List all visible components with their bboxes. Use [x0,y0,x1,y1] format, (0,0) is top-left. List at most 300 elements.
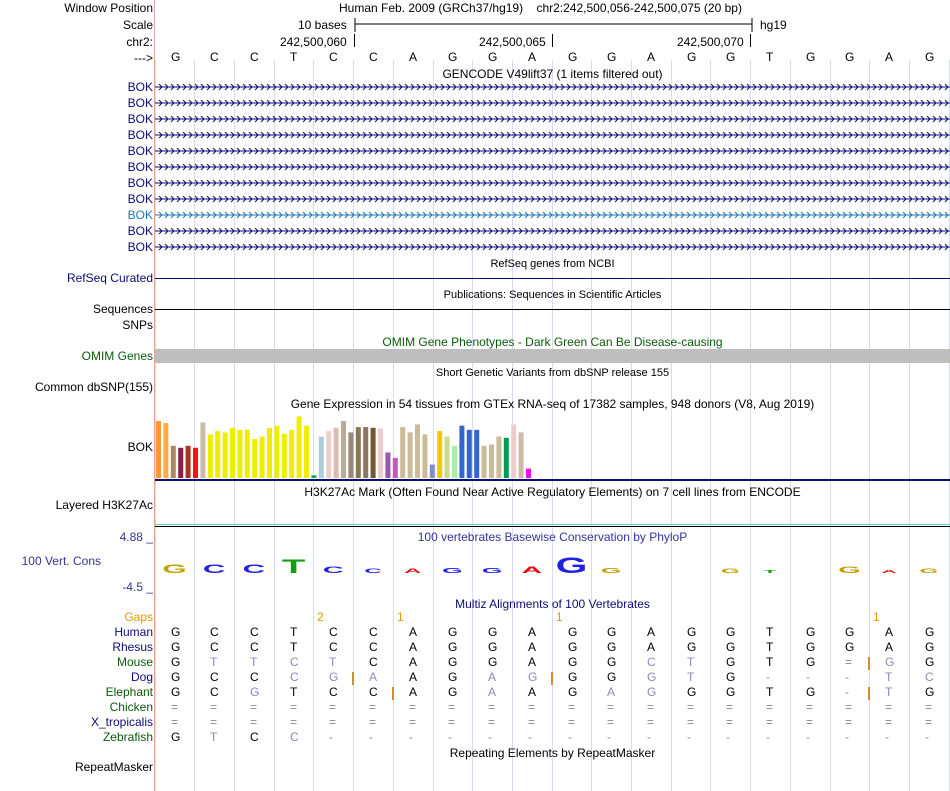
phylop-logo-letter: G [919,567,939,575]
reference-base: C [369,50,378,64]
aligned-base: G [726,625,736,639]
gtex-tissue-bar[interactable] [363,427,368,478]
aligned-base: A [409,640,418,654]
phylop-logo-letter: A [404,567,422,575]
refseq-track-label[interactable]: RefSeq Curated [66,271,153,285]
repeatmasker-track-label[interactable]: RepeatMasker [74,760,153,774]
aligned-base: G [448,655,458,669]
gtex-tissue-bar[interactable] [156,421,161,478]
gencode-transcript-line[interactable] [155,97,950,109]
aligned-base: G [607,655,617,669]
aligned-base: - [488,730,492,744]
gtex-tissue-bar[interactable] [326,431,331,478]
species-label[interactable]: X_tropicalis [90,715,153,729]
reference-base: G [806,50,816,64]
coord-label-1: 242,500,060 [280,35,347,49]
aligned-base: G [925,625,935,639]
aligned-base: G [171,640,181,654]
position-range: chr2:242,500,056-242,500,075 (20 bp) [536,1,742,15]
coord-tick-3 [750,34,751,47]
aligned-base: G [806,625,816,639]
aligned-base: A [528,655,537,669]
aligned-base: G [687,685,697,699]
aligned-base: = [647,715,655,729]
gtex-tissue-bar[interactable] [252,439,257,478]
aligned-base: = [488,700,496,714]
gencode-transcript-line[interactable] [155,193,950,205]
aligned-base: C [210,625,219,639]
aligned-base: T [766,655,774,669]
h3k27ac-axis [155,526,950,527]
gencode-transcript-label[interactable]: BOK [127,112,153,126]
gtex-tissue-bar[interactable] [459,426,464,478]
aligned-base: = [845,655,853,669]
aligned-base: G [568,625,578,639]
gencode-transcript-label[interactable]: BOK [127,96,153,110]
gtex-tissue-bar[interactable] [526,469,531,478]
gtex-tissue-bar[interactable] [408,432,413,478]
reference-base: A [528,50,537,64]
gencode-transcript-line[interactable] [155,161,950,173]
aligned-base: T [766,625,774,639]
aligned-base: G [528,670,538,684]
aligned-base: G [687,625,697,639]
aligned-base: - [806,670,810,684]
aligned-base: - [925,730,929,744]
refseq-line[interactable] [155,278,950,279]
aligned-base: G [925,685,935,699]
gtex-tissue-bar[interactable] [319,437,324,479]
scale-text: 10 bases [298,18,347,32]
aligned-base: G [171,670,181,684]
phylop-logo[interactable] [155,555,950,585]
aligned-base: G [568,655,578,669]
aligned-base: G [687,640,697,654]
phylop-title: 100 vertebrates Basewise Conservation by PhyloP [417,530,688,544]
aligned-base: G [171,655,181,669]
aligned-base: = [925,715,933,729]
aligned-base: = [806,715,814,729]
gtex-tissue-bar[interactable] [289,430,294,478]
aligned-base: = [885,700,893,714]
omim-track-label[interactable]: OMIM Genes [81,349,153,363]
aligned-base: C [250,640,259,654]
species-label[interactable]: Chicken [109,700,153,714]
pubs-line[interactable] [155,309,950,310]
aligned-base: G [607,640,617,654]
phylop-logo-letter: C [364,567,382,575]
gtex-tissue-bar[interactable] [274,426,279,478]
gtex-tissue-bar[interactable] [504,438,509,478]
window-position-label: Window Position [64,1,153,15]
h3k27ac-baseline[interactable] [155,524,950,525]
reference-base: G [925,50,935,64]
gencode-transcript-label[interactable]: BOK [127,160,153,174]
species-label[interactable]: Elephant [105,685,153,699]
gtex-tissue-bar[interactable] [282,434,287,478]
aligned-base: C [250,670,259,684]
aligned-base: A [488,670,497,684]
gtex-track-label[interactable]: BOK [127,440,153,454]
aligned-base: T [290,625,298,639]
gtex-tissue-bar[interactable] [163,423,168,478]
reference-base: G [488,50,498,64]
aligned-base: G [885,655,895,669]
gencode-transcript-label[interactable]: BOK [127,208,153,222]
gtex-tissue-bar[interactable] [341,421,346,478]
coord-label-2: 242,500,065 [479,35,546,49]
reference-base: G [171,50,181,64]
aligned-base: = [448,715,456,729]
aligned-base: G [568,670,578,684]
aligned-base: G [171,625,181,639]
aligned-base: = [488,715,496,729]
aligned-base: G [448,670,458,684]
scale-label: Scale [122,18,153,32]
species-label[interactable]: Zebrafish [102,730,153,744]
aligned-base: = [607,715,615,729]
aligned-base: A [488,685,497,699]
gtex-tissue-bar[interactable] [297,416,302,478]
aligned-base: - [568,730,572,744]
phylop-logo-letter: T [281,556,306,578]
aligned-base: G [448,685,458,699]
aligned-base: C [250,730,259,744]
reference-base: G [687,50,697,64]
aligned-base: A [647,625,656,639]
aligned-base: C [369,625,378,639]
aligned-base: = [687,715,695,729]
gtex-tissue-bar[interactable] [223,432,228,478]
aligned-base: - [528,730,532,744]
aligned-base: G [250,685,260,699]
species-label[interactable]: Dog [130,670,153,684]
aligned-base: = [885,715,893,729]
gap-count: 1 [397,610,404,624]
aligned-base: C [210,670,219,684]
aligned-base: G [488,625,498,639]
phylop-logo-letter: A [521,564,543,576]
assembly-name: Human Feb. 2009 (GRCh37/hg19) [339,1,524,15]
aligned-base: = [726,715,734,729]
aligned-base: G [488,655,498,669]
dbsnp-track-label[interactable]: Common dbSNP(155) [34,380,153,394]
aligned-base: - [726,730,730,744]
aligned-base: T [885,685,893,699]
gtex-tissue-bar[interactable] [171,446,176,478]
aligned-base: A [369,670,378,684]
aligned-base: A [607,685,616,699]
gencode-transcript-line[interactable] [155,241,950,253]
aligned-base: - [845,730,849,744]
aligned-base: A [409,655,418,669]
aligned-base: G [925,655,935,669]
aligned-base: C [250,625,259,639]
aligned-base: T [329,655,337,669]
snps-track-label[interactable]: SNPs [122,318,153,332]
gencode-transcript-line[interactable] [155,113,950,125]
gtex-tissue-bar[interactable] [304,426,309,478]
aligned-base: T [885,670,893,684]
gencode-transcript-line[interactable] [155,129,950,141]
aligned-base: T [290,640,298,654]
aligned-base: = [568,715,576,729]
aligned-base: A [409,670,418,684]
gtex-tissue-bar[interactable] [482,446,487,478]
scale-bar [350,14,760,34]
gtex-tissue-bar[interactable] [519,432,524,478]
gtex-tissue-bar[interactable] [186,446,191,478]
aligned-base: C [369,640,378,654]
gencode-transcript-label[interactable]: BOK [127,144,153,158]
gtex-tissue-bar[interactable] [348,432,353,478]
aligned-base: - [845,670,849,684]
aligned-base: G [726,640,736,654]
gtex-tissue-bar[interactable] [489,445,494,479]
aligned-base: T [250,655,258,669]
aligned-base: = [171,700,179,714]
aligned-base: G [726,670,736,684]
aligned-base: C [329,640,338,654]
aligned-base: = [329,715,337,729]
species-label[interactable]: Rhesus [112,640,153,654]
aligned-base: - [647,730,651,744]
reference-base: C [210,50,219,64]
aligned-base: G [726,655,736,669]
reference-base: G [845,50,855,64]
gtex-tissue-bar[interactable] [445,437,450,479]
gtex-tissue-bar[interactable] [178,448,183,478]
aligned-base: - [806,730,810,744]
aligned-base: G [329,670,339,684]
aligned-base: = [647,700,655,714]
gaps-label: Gaps [124,610,153,624]
gtex-tissue-bar[interactable] [200,422,205,478]
aligned-base: = [925,700,933,714]
gencode-transcript-label[interactable]: BOK [127,128,153,142]
aligned-base: G [171,730,181,744]
aligned-base: - [687,730,691,744]
phylop-logo-letter: G [162,562,187,576]
aligned-base: A [528,625,537,639]
gtex-tissue-bar[interactable] [467,430,472,478]
aligned-base: = [607,700,615,714]
aligned-base: = [726,700,734,714]
gtex-tissue-bar[interactable] [400,427,405,478]
insertion-marker [352,672,354,685]
gencode-transcript-line[interactable] [155,225,950,237]
aligned-base: G [845,640,855,654]
aligned-base: - [369,730,373,744]
aligned-base: G [647,670,657,684]
gtex-tissue-bar[interactable] [237,430,242,478]
aligned-base: G [647,685,657,699]
aligned-base: T [687,655,695,669]
aligned-base: = [210,715,218,729]
chrom-label: chr2: [126,35,153,49]
phylop-logo-letter: C [242,562,266,576]
aligned-base: - [607,730,611,744]
insertion-marker [392,687,394,700]
phylop-logo-letter: G [555,555,588,578]
aligned-base: A [528,640,537,654]
assembly-title [339,1,742,15]
gtex-tissue-bar[interactable] [215,431,220,478]
phylop-logo-letter: A [881,569,897,575]
reference-base: A [647,50,656,64]
gtex-title: Gene Expression in 54 tissues from GTEx RNA-seq of 17382 samples, 948 donors (V8, Aug 2019) [290,397,815,411]
track-label-column [0,0,155,791]
gtex-tissue-bar[interactable] [371,428,376,478]
gencode-transcript-line[interactable] [155,81,950,93]
gap-count: 1 [873,610,880,624]
gencode-transcript-label[interactable]: BOK [127,176,153,190]
coord-tick-2 [552,34,553,47]
phylop-logo-letter: T [763,569,777,575]
strand-arrow-label: ---> [134,51,153,65]
gtex-tissue-bar[interactable] [452,446,457,478]
multiz-title: Multiz Alignments of 100 Vertebrates [455,597,650,611]
reference-base: G [448,50,458,64]
aligned-base: = [845,700,853,714]
dbsnp-title: Short Genetic Variants from dbSNP release 155 [435,367,670,379]
species-label[interactable]: Mouse [116,655,153,669]
gencode-transcript-label[interactable]: BOK [127,80,153,94]
browser-track-area[interactable] [155,0,950,791]
aligned-base: G [568,640,578,654]
phylop-min-label: -4.5 _ [122,580,153,594]
gtex-tissue-bar[interactable] [245,430,250,478]
h3k27ac-title: H3K27Ac Mark (Often Found Near Active Regulatory Elements) on 7 cell lines from ENCODE [304,485,801,499]
aligned-base: - [448,730,452,744]
phylop-logo-letter: G [720,567,740,575]
gtex-tissue-bar[interactable] [422,434,427,478]
pubs-track-label[interactable]: Sequences [92,302,153,316]
aligned-base: C [290,655,299,669]
gtex-tissue-bar[interactable] [208,434,213,478]
gtex-tissue-bar[interactable] [496,437,501,479]
gtex-chart[interactable] [155,411,950,481]
reference-base: A [885,50,894,64]
aligned-base: G [607,625,617,639]
species-label[interactable]: Human [114,625,153,639]
reference-base: C [329,50,338,64]
phylop-track-label[interactable]: 100 Vert. Cons [21,554,101,568]
aligned-base: = [210,700,218,714]
aligned-base: C [329,625,338,639]
aligned-base: C [329,685,338,699]
aligned-base: A [409,685,418,699]
aligned-base: G [806,685,816,699]
aligned-base: = [528,715,536,729]
gencode-transcript-label[interactable]: BOK [127,240,153,254]
omim-bar[interactable] [155,349,950,363]
db-label: hg19 [760,18,787,32]
aligned-base: = [409,700,417,714]
aligned-base: A [409,625,418,639]
gencode-transcript-line[interactable] [155,177,950,189]
aligned-base: G [726,685,736,699]
aligned-base: C [290,670,299,684]
aligned-base: - [885,730,889,744]
coord-tick-1 [354,34,355,47]
aligned-base: = [290,700,298,714]
aligned-base: T [766,640,774,654]
gencode-transcript-label[interactable]: BOK [127,192,153,206]
aligned-base: C [290,730,299,744]
h3k27ac-track-label[interactable]: Layered H3K27Ac [55,498,153,512]
pubs-title: Publications: Sequences in Scientific Articles [443,289,662,301]
reference-base: T [290,50,298,64]
reference-base: C [250,50,259,64]
gtex-tissue-bar[interactable] [430,465,435,478]
gtex-tissue-bar[interactable] [267,428,272,478]
gtex-tissue-bar[interactable] [385,453,390,479]
aligned-base: T [210,655,218,669]
aligned-base: C [647,655,656,669]
aligned-base: = [806,700,814,714]
aligned-base: T [766,685,774,699]
aligned-base: - [329,730,333,744]
gtex-tissue-bar[interactable] [393,458,398,478]
aligned-base: - [845,685,849,699]
gencode-transcript-line[interactable] [155,209,950,221]
omim-title: OMIM Gene Phenotypes - Dark Green Can Be Disease-causing [382,335,723,349]
gtex-tissue-bar[interactable] [230,428,235,478]
gtex-tissue-bar[interactable] [311,475,316,478]
aligned-base: G [845,625,855,639]
gtex-tissue-bar[interactable] [437,431,442,478]
insertion-marker [551,672,553,685]
aligned-base: = [290,715,298,729]
aligned-base: G [568,685,578,699]
gencode-transcript-line[interactable] [155,145,950,157]
aligned-base: G [448,640,458,654]
gtex-tissue-bar[interactable] [260,437,265,479]
gtex-tissue-bar[interactable] [356,427,361,478]
gtex-tissue-bar[interactable] [334,428,339,478]
phylop-logo-letter: G [838,564,861,576]
gtex-tissue-bar[interactable] [415,424,420,478]
gencode-transcript-label[interactable]: BOK [127,224,153,238]
aligned-base: A [885,625,894,639]
aligned-base: G [806,655,816,669]
gtex-tissue-bar[interactable] [378,428,383,478]
aligned-base: = [250,715,258,729]
aligned-base: A [885,640,894,654]
aligned-base: T [290,685,298,699]
insertion-marker [868,687,870,700]
aligned-base: G [488,640,498,654]
gtex-tissue-bar[interactable] [511,424,516,478]
aligned-base: A [528,685,537,699]
aligned-base: = [329,700,337,714]
gtex-tissue-bar[interactable] [193,448,198,478]
aligned-base: C [369,685,378,699]
gap-count: 1 [556,610,563,624]
aligned-base: T [210,730,218,744]
aligned-base: G [448,625,458,639]
aligned-base: = [448,700,456,714]
gtex-tissue-bar[interactable] [474,430,479,478]
aligned-base: = [687,700,695,714]
aligned-base: = [250,700,258,714]
phylop-logo-letter: G [481,566,503,575]
aligned-base: G [925,640,935,654]
aligned-base: T [687,670,695,684]
aligned-base: = [409,715,417,729]
reference-base: G [726,50,736,64]
